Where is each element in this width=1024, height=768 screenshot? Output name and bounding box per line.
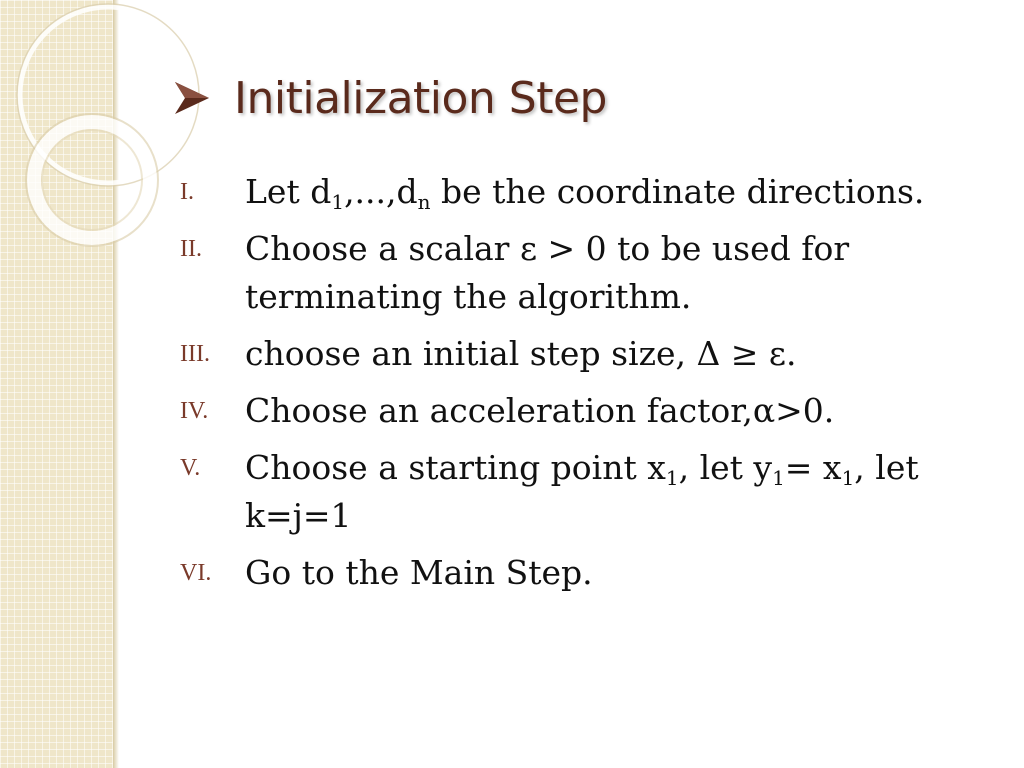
list-item-text: Go to the Main Step. (245, 553, 593, 592)
list-item-text: Choose an acceleration factor,α>0. (245, 391, 835, 430)
list-item (180, 330, 980, 378)
list-numeral: V. (180, 455, 201, 481)
decorative-rings (0, 0, 200, 300)
list-numeral: IV. (180, 398, 209, 424)
list-numeral: VI. (180, 560, 212, 586)
list-numeral: I. (180, 179, 194, 205)
list-item-text: Choose a starting point $x_1$, let $y_1= x_1$, let k=j=1 (245, 448, 919, 535)
list-item (180, 549, 980, 597)
list-item (180, 444, 980, 540)
arrow-bullet-icon (172, 78, 212, 118)
list-numeral: II. (180, 236, 202, 262)
list-item (180, 387, 980, 435)
list-numeral: III. (180, 341, 210, 367)
list-item (180, 225, 980, 321)
slide-title-text: Initialization Step (234, 72, 607, 124)
list-item (180, 168, 980, 216)
list-item-text: Choose a scalar ε > 0 to be used for terminating the algorithm. (245, 229, 850, 316)
list-item-text: choose an initial step size, Δ ≥ ε. (245, 334, 797, 373)
slide-title (172, 66, 607, 130)
list-item-text: Let $d_1,...,d_n$ be the coordinate directions. (245, 172, 925, 214)
steps-list (180, 168, 980, 606)
